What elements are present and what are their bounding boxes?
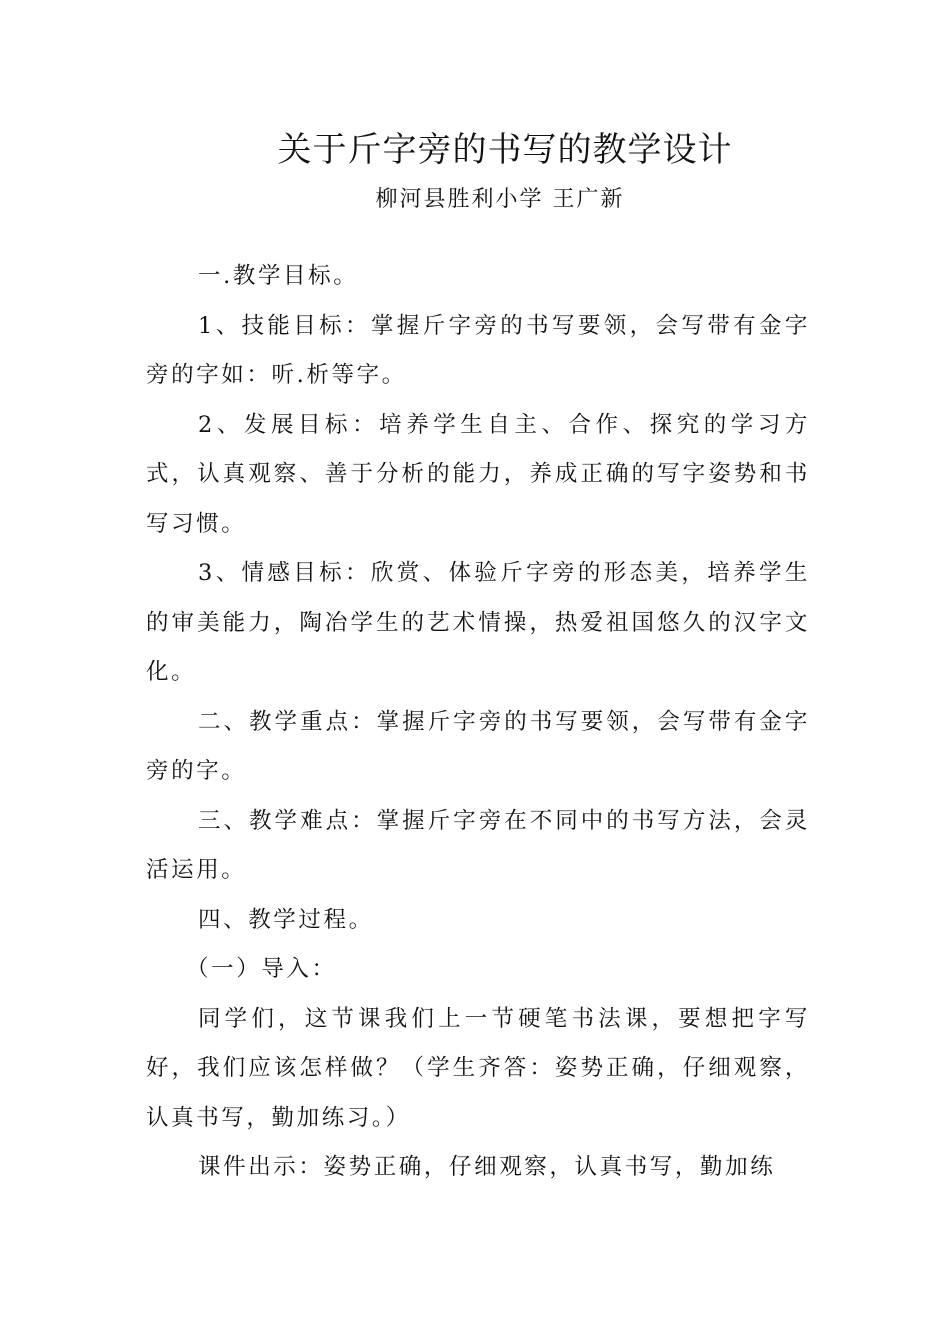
document-body bbox=[146, 252, 810, 1193]
paragraph-difficulty: 三、教学难点：掌握斤字旁在不同中的书写方法，会灵活运用。 bbox=[146, 807, 810, 883]
document-author: 柳河县胜利小学 王广新 bbox=[375, 187, 625, 212]
document-title: 关于斤字旁的书写的教学设计 bbox=[277, 130, 733, 170]
paragraph-development-objective: 2、发展目标：培养学生自主、合作、探究的学习方式，认真观察、善于分析的能力，养成正确的写字姿势和书写习惯。 bbox=[146, 411, 810, 537]
section-heading-process: 四、教学过程。 bbox=[198, 906, 374, 933]
paragraph-courseware: 课件出示：姿势正确，仔细观察，认真书写，勤加练 bbox=[198, 1154, 776, 1180]
paragraph-skill-objective: 1、技能目标：掌握斤字旁的书写要领，会写带有金字旁的字如：听.析等字。 bbox=[146, 312, 810, 388]
paragraph-emotion-objective: 3、情感目标：欣赏、体验斤字旁的形态美，培养学生的审美能力，陶冶学生的艺术情操，热爱祖国悠久的汉字文化。 bbox=[146, 560, 810, 685]
section-heading-objectives: 一.教学目标。 bbox=[198, 263, 359, 289]
paragraph-key-point: 二、教学重点：掌握斤字旁的书写要领，会写带有金字旁的字。 bbox=[146, 708, 810, 784]
paragraph-introduction: 同学们，这节课我们上一节硬笔书法课，要想把字写好，我们应该怎样做？（学生齐答：姿势正确，仔细观察，认真书写，勤加练习。） bbox=[146, 1005, 810, 1131]
subheading-introduction: （一）导入： bbox=[186, 956, 337, 982]
